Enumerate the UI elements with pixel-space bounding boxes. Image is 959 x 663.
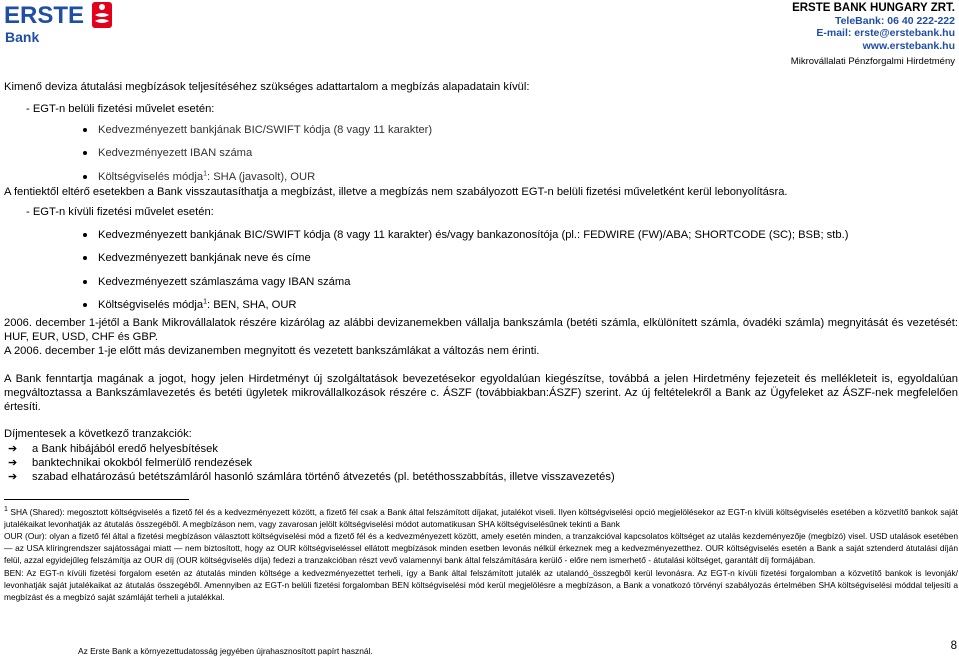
list-item-label: szabad elhatározású betétszámláról hasonló számlára történő átvezetés (pl. betéthosszabbítás, illetve visszavezetés) bbox=[32, 471, 615, 484]
footnote-mark: 1 bbox=[203, 169, 207, 177]
footnote-ben: BEN: Az EGT-n kívüli fizetési forgalom esetén az átutalás minden költsége a kedvezményezettet terheli, így a Bank által felszámított jutalék az utalandó_összegből kerül levonásra. Az EGT-n kívüli fizetési forgalomban a közvetítő bankok is levonják/ levonhatják saját jutalékaikat az átutalás összegéből. Amennyiben az EGT-n belüli fizetési forgalomban BEN költségviselési mód kerül megjelölésre a megbízáson, a Bank a vonatkozó törvényi szabályozás értelmében SHA költségviselési móddal teljesíti a megbízást és a megbízó saját számláját terheli a jutalékkal. bbox=[4, 567, 958, 603]
list-item: Kedvezményezett bankjának BIC/SWIFT kódja (8 vagy 11 karakter) bbox=[4, 123, 958, 147]
currency-para-1: 2006. december 1-jétől a Bank Mikrovállalatok részére kizárólag az alábbi devizanemekben vállalja bankszámla (betéti számla, elkülönített számla, óvadéki számla) megnyitását és vezetését: HUF, EUR, USD, CHF és GBP. bbox=[4, 316, 958, 343]
logo-sparkasse-icon bbox=[92, 2, 112, 28]
list-item-label: banktechnikai okokból felmerülő rendezések bbox=[32, 457, 253, 470]
footnote-sha bbox=[4, 506, 958, 530]
list-item-suffix: : BEN, SHA, OUR bbox=[207, 299, 297, 312]
footnote-mark: 1 bbox=[203, 298, 207, 306]
footnotes bbox=[4, 506, 958, 604]
page-number: 8 bbox=[950, 640, 957, 652]
footnote-divider bbox=[4, 499, 189, 500]
telebank: TeleBank: 06 40 222-222 bbox=[834, 14, 955, 27]
rights-para: A Bank fenntartja magának a jogot, hogy jelen Hirdetményt új szolgáltatások bevezetésekor egyoldalúan kiegészítse, továbbá a jelen Hirdetmény fejezeteit és mellékleteit is, egyoldalúan megváltoztassa a Bankszámlavezetés és betéti ügyletek mikrovállalkozások részére c. ÁSZF (továbbiakban:ÁSZF) szerint. Az új feltételekről a Bank az Ügyfeleket az ÁSZF-nek megfelelően értesíti. bbox=[4, 372, 958, 414]
footnote-sha-text: SHA (Shared): megosztott költségviselés a fizető fél és a kedvezményezett között, a fizető fél csak a Bank által felszámított díjakat, jutalékot viseli. Ilyen költségviselési opció megjelölésekor az EGT-n kívüli költségviselés esetében a közvetítő bankok saját jutalékaikat levonhatják az átutalás összegéből. A megbízáson nem, vagy zavarosan jelölt költségviselési módot automatikusan SHA költségviselésűnek tekinti a Bank bbox=[4, 506, 959, 529]
currency-para-2: A 2006. december 1-je előtt más devizanemben megnyitott és vezetett bankszámlákat a változás nem érinti. bbox=[4, 345, 540, 358]
list-item-label: Költségviselés módja bbox=[98, 299, 204, 312]
footnote-mark: 1 bbox=[4, 505, 8, 513]
document-body bbox=[4, 80, 958, 603]
list-item bbox=[4, 298, 958, 322]
list-item: Kedvezményezett IBAN száma bbox=[4, 146, 958, 170]
deviation-text: A fentiektől eltérő esetekben a Bank visszautasíthatja a megbízást, illetve a megbízás nem szabályozott EGT-n belüli fizetési műveletként kerül lebonyolításra. bbox=[4, 186, 788, 199]
list-item-label: Költségviselés módja bbox=[98, 170, 204, 183]
egt-outside-list bbox=[4, 228, 958, 322]
arrow-icon: ➔ bbox=[8, 471, 18, 484]
list-item bbox=[4, 442, 958, 456]
eco-note: Az Erste Bank a környezettudatosság jegyében újrahasznosított papírt használ. bbox=[78, 646, 373, 656]
intro-text: Kimenő deviza átutalási megbízások teljesítéséhez szükséges adattartalom a megbízás alapadatain kívül: bbox=[4, 81, 530, 93]
logo-sub: Bank bbox=[5, 29, 40, 45]
egt-inside-heading: - EGT-n belüli fizetési művelet esetén: bbox=[26, 103, 215, 116]
footnote-our: OUR (Our): olyan a fizető fél által a fizetési megbízáson választott költségviselési mód a fizető fél és a kedvezményezett között, amely esetén minden, a tranzakcióval kapcsolatos költséget az utalás kezdeményezője (megbízó) visel. USD utalások esetében — az USA klíringrendszer sajátosságai miatt — nem biztosított, hogy az OUR költségviseléssel ellátott megbízások minden esetben levonás nélkül érkeznek meg a kedvezményezetthez. OUR költségviselés esetén a Bank a saját sztenderd átutalási díján felül, azzal egyidejűleg felszámítja az OUR díj (OUR költségviselés díja) fedezi a tranzakcióban részt vevő valamennyi bank által felszámítására kerülő - előre nem ismerhető - átutalási költséget, garantált díj formájában. bbox=[4, 531, 958, 566]
egt-outside-heading: - EGT-n kívüli fizetési művelet esetén: bbox=[26, 206, 214, 219]
bank-name: ERSTE BANK HUNGARY ZRT. bbox=[792, 2, 955, 14]
arrow-icon: ➔ bbox=[8, 457, 18, 470]
list-item-suffix: : SHA (javasolt), OUR bbox=[207, 170, 316, 183]
website[interactable]: www.erstebank.hu bbox=[862, 39, 955, 52]
list-item: Kedvezményezett bankjának neve és címe bbox=[4, 251, 958, 275]
list-item bbox=[4, 470, 958, 484]
list-item-label: a Bank hibájából eredő helyesbítések bbox=[32, 442, 218, 455]
list-item: Kedvezményezett bankjának BIC/SWIFT kódja (8 vagy 11 karakter) és/vagy bankazonosítója (pl.: FEDWIRE (FW)/ABA; SHORTCODE (SC); BSB; stb.) bbox=[4, 228, 958, 252]
exempt-list bbox=[4, 442, 958, 485]
erste-bank-logo bbox=[4, 2, 114, 46]
document-subtitle: Mikrovállalati Pénzforgalmi Hirdetmény bbox=[790, 56, 955, 67]
list-item bbox=[4, 456, 958, 470]
arrow-icon: ➔ bbox=[8, 442, 18, 455]
logo-wordmark: ERSTE bbox=[4, 2, 85, 29]
exempt-heading: Díjmentesek a következő tranzakciók: bbox=[4, 428, 192, 441]
email[interactable]: E-mail: erste@erstebank.hu bbox=[816, 27, 955, 39]
list-item: Kedvezményezett számlaszáma vagy IBAN száma bbox=[4, 275, 958, 299]
list-item bbox=[4, 170, 958, 194]
egt-inside-list bbox=[4, 123, 958, 194]
bank-contact-block bbox=[792, 2, 955, 52]
